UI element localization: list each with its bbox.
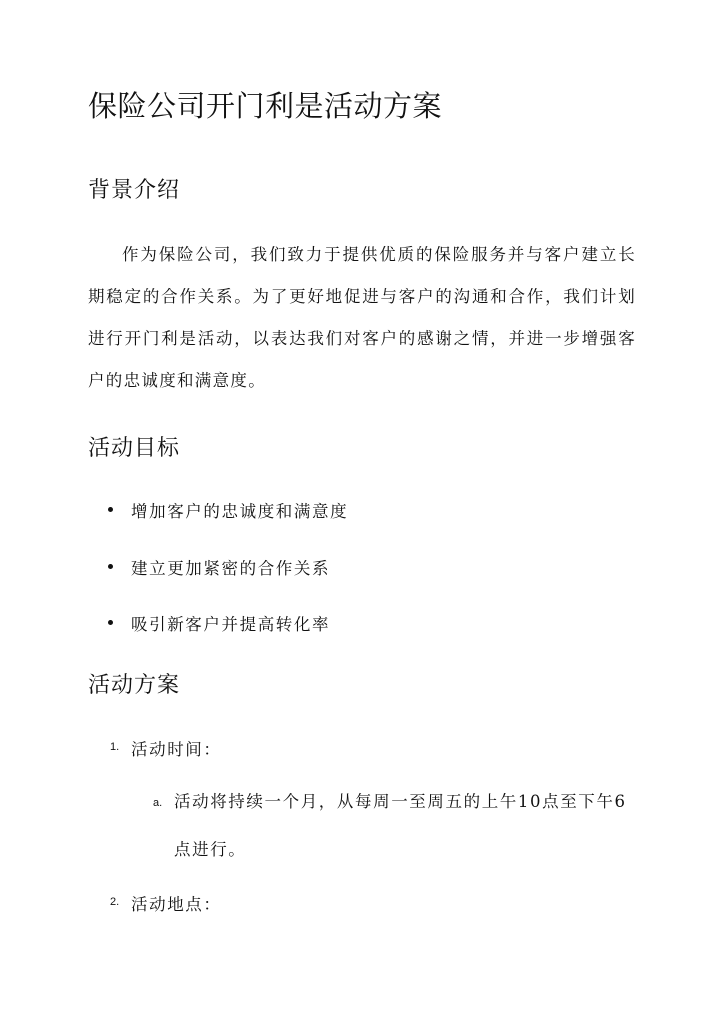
section-heading-plan: 活动方案 (88, 673, 181, 698)
list-item-text: 吸引新客户并提高转化率 (131, 615, 331, 634)
background-paragraph: 作为保险公司，我们致力于提供优质的保险服务并与客户建立长期稳定的合作关系。为了更好地促进与客户的沟通和合作，我们计划进行开门利是活动，以表达我们对客户的感谢之情，并进一步增强客户的忠诚度和满意度。 (88, 245, 636, 390)
sub-list-item-text: 活动将持续一个月，从每周一至周五的上午10点至下午6点进行。 (174, 792, 627, 859)
section-heading-background: 背景介绍 (88, 178, 181, 203)
numbered-list-marker: 2. (110, 896, 120, 908)
numbered-list-item-text: 活动时间： (131, 740, 222, 759)
numbered-list-marker: 1. (110, 741, 120, 753)
list-item-text: 建立更加紧密的合作关系 (131, 559, 331, 578)
bullet-icon (108, 620, 113, 625)
bullet-icon (108, 507, 113, 512)
list-item-text: 增加客户的忠诚度和满意度 (131, 502, 349, 521)
numbered-list-item-text: 活动地点： (131, 895, 222, 914)
section-heading-goals: 活动目标 (88, 436, 181, 461)
sub-list-marker: a. (153, 797, 163, 809)
bullet-icon (108, 564, 113, 569)
document-title: 保险公司开门利是活动方案 (88, 89, 443, 123)
